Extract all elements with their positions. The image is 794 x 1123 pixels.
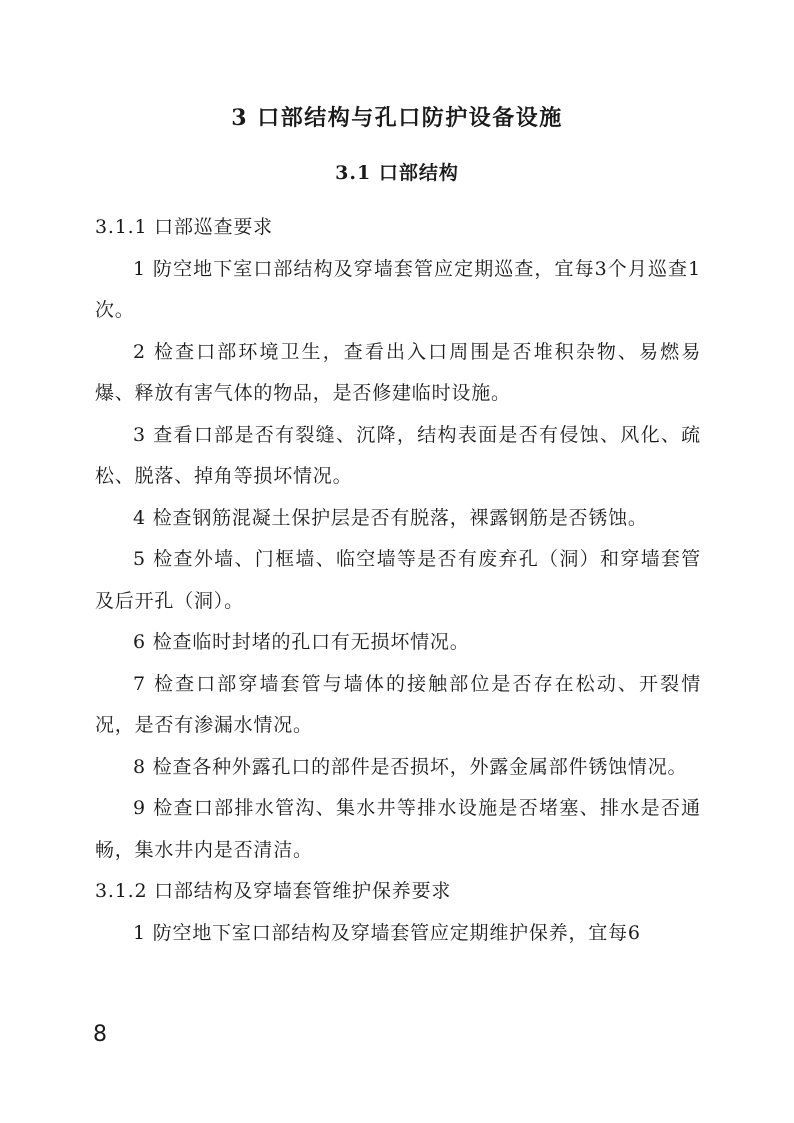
- clause-item: 6 检查临时封堵的孔口有无损坏情况。: [133, 631, 470, 653]
- clause-heading-3-1-1: 3.1.1 口部巡查要求: [95, 216, 273, 238]
- clause-item: 8 检查各种外露孔口的部件是否损坏，外露金属部件锈蚀情况。: [133, 755, 688, 778]
- section-title: 3.1 口部结构: [335, 162, 459, 184]
- clause-item: 9 检查口部排水管沟、集水井等排水设施是否堵塞、排水是否通畅，集水井内是否清洁。: [95, 797, 701, 861]
- clause-item: 2 检查口部环境卫生，查看出入口周围是否堆积杂物、易燃易爆、释放有害气体的物品，是否修建临时设施。: [95, 340, 701, 404]
- clause-item: 7 检查口部穿墙套管与墙体的接触部位是否存在松动、开裂情况，是否有渗漏水情况。: [95, 672, 701, 736]
- clause-heading-3-1-2: 3.1.2 口部结构及穿墙套管维护保养要求: [95, 880, 452, 902]
- clause-item: 1 防空地下室口部结构及穿墙套管应定期巡查，宜每3个月巡查1次。: [95, 257, 701, 321]
- chapter-title: 3 口部结构与孔口防护设备设施: [231, 105, 563, 131]
- clause-item: 1 防空地下室口部结构及穿墙套管应定期维护保养，宜每6: [133, 921, 641, 944]
- page-number: 8: [93, 1022, 107, 1047]
- clause-item: 3 查看口部是否有裂缝、沉降，结构表面是否有侵蚀、风化、疏松、脱落、掉角等损坏情况。: [95, 423, 701, 487]
- clause-item: 5 检查外墙、门框墙、临空墙等是否有废弃孔（洞）和穿墙套管及后开孔（洞）。: [95, 548, 701, 612]
- clause-item: 4 检查钢筋混凝土保护层是否有脱落，裸露钢筋是否锈蚀。: [133, 506, 648, 529]
- body-text: [95, 207, 701, 954]
